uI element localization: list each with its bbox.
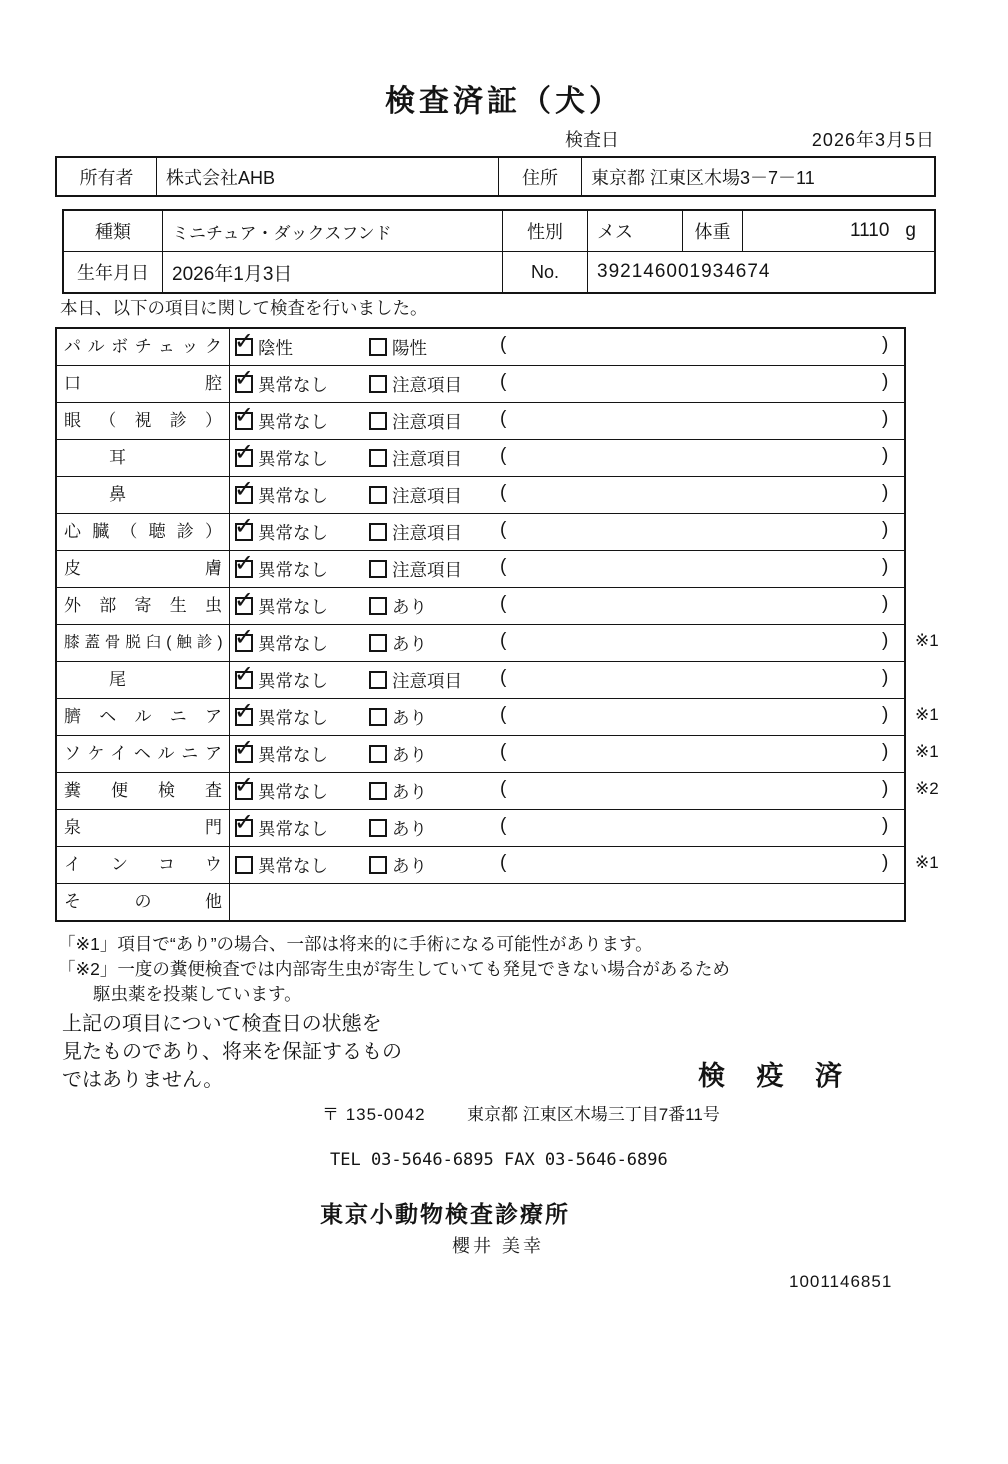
checkbox-icon xyxy=(369,708,387,726)
paren-close: ) xyxy=(882,556,889,577)
checkbox-icon xyxy=(369,338,387,356)
checkbox-icon xyxy=(369,560,387,578)
owner-label: 所有者 xyxy=(79,167,134,188)
checklist-row-heart xyxy=(57,513,904,550)
option-normal: ✓ 異常なし xyxy=(235,810,328,846)
paren-open: ( xyxy=(500,778,507,799)
checklist-row-ears xyxy=(57,439,904,476)
inspection-date-value: 2026年3月5日 xyxy=(811,130,935,150)
option-caution: 注意項目 xyxy=(369,477,462,513)
owner-value: 株式会社AHB xyxy=(156,158,498,195)
paren-close: ) xyxy=(882,704,889,725)
checkbox-icon xyxy=(235,338,253,356)
option-normal: ✓ 異常なし xyxy=(235,736,328,772)
tel-fax: TEL 03-5646-6895 FAX 03-5646-6896 xyxy=(330,1150,668,1170)
row-note-mark: ※1 xyxy=(915,705,939,724)
checkbox-icon xyxy=(235,523,253,541)
clinic-address: 東京都 江東区木場三丁目7番11号 xyxy=(467,1105,720,1124)
option-present: あり xyxy=(369,810,427,846)
footnote-2-continued: 駆虫薬を投薬しています。 xyxy=(93,984,302,1004)
animal-info-table xyxy=(62,209,936,294)
serial-number: 1001146851 xyxy=(789,1272,893,1291)
checklist-item-label: インコウ xyxy=(57,847,230,883)
checkbox-icon xyxy=(235,671,253,689)
checkbox-icon xyxy=(369,745,387,763)
paren-close: ) xyxy=(882,519,889,540)
weight-unit: g xyxy=(905,220,916,241)
info-row-1 xyxy=(64,211,934,251)
option-normal: ✓ 異常なし xyxy=(235,514,328,550)
checklist-item-label: 耳 xyxy=(57,440,230,476)
checkbox-icon xyxy=(235,449,253,467)
option-present: あり xyxy=(369,847,427,883)
paren-open: ( xyxy=(500,334,507,355)
checklist-item-label: 口腔 xyxy=(57,366,230,402)
checklist-item-label: その他 xyxy=(57,884,230,920)
option-normal: 異常なし xyxy=(235,847,328,883)
checklist-item-label: 泉門 xyxy=(57,810,230,846)
option-present: あり xyxy=(369,736,427,772)
paren-close: ) xyxy=(882,815,889,836)
option-normal: ✓ 異常なし xyxy=(235,551,328,587)
paren-open: ( xyxy=(500,445,507,466)
paren-close: ) xyxy=(882,741,889,762)
option-present: あり xyxy=(369,699,427,735)
checklist-table xyxy=(55,327,939,922)
checkbox-icon xyxy=(235,782,253,800)
intro-text: 本日、以下の項目に関して検査を行いました。 xyxy=(60,298,428,318)
checkbox-icon xyxy=(235,708,253,726)
footnote-2: 「※2」一度の糞便検査では内部寄生虫が寄生していても発見できない場合があるため xyxy=(58,959,730,979)
weight-value: 1110 xyxy=(849,220,890,241)
no-value: 392146001934674 xyxy=(587,252,934,292)
breed-value: ミニチュア・ダックスフンド xyxy=(162,211,502,251)
checkbox-icon xyxy=(235,597,253,615)
no-label: No. xyxy=(502,252,587,292)
option-positive: 陽性 xyxy=(369,329,427,365)
owner-table xyxy=(55,156,936,197)
option-normal: ✓ 異常なし xyxy=(235,440,328,476)
option-normal: ✓ 異常なし xyxy=(235,477,328,513)
checkbox-icon xyxy=(235,375,253,393)
option-caution: 注意項目 xyxy=(369,551,462,587)
checklist-item-label: 糞便検査 xyxy=(57,773,230,809)
checkbox-icon xyxy=(235,486,253,504)
paren-open: ( xyxy=(500,815,507,836)
checkbox-icon xyxy=(369,597,387,615)
breed-label: 種類 xyxy=(95,222,131,242)
checklist-row-ectoparasite xyxy=(57,587,904,624)
checklist-row-parvo xyxy=(57,329,904,365)
footnotes xyxy=(58,932,730,1007)
checkbox-icon xyxy=(369,523,387,541)
row-note-mark: ※1 xyxy=(915,631,939,650)
checklist-row-other xyxy=(57,883,904,920)
owner-row xyxy=(57,158,934,195)
option-normal: ✓ 異常なし xyxy=(235,699,328,735)
paren-close: ) xyxy=(882,371,889,392)
checklist-row-nose xyxy=(57,476,904,513)
birthdate-label: 生年月日 xyxy=(77,263,149,283)
paren-close: ) xyxy=(882,667,889,688)
paren-close: ) xyxy=(882,630,889,651)
option-present: あり xyxy=(369,625,427,661)
inspection-date-label: 検査日 xyxy=(565,130,619,150)
option-caution: 注意項目 xyxy=(369,440,462,476)
checkbox-icon xyxy=(235,819,253,837)
checkbox-icon xyxy=(369,671,387,689)
paren-open: ( xyxy=(500,667,507,688)
paren-close: ) xyxy=(882,334,889,355)
option-caution: 注意項目 xyxy=(369,514,462,550)
option-caution: 注意項目 xyxy=(369,403,462,439)
paren-open: ( xyxy=(500,593,507,614)
checklist-row-inkou xyxy=(57,846,939,883)
checkbox-icon xyxy=(369,375,387,393)
option-present: あり xyxy=(369,773,427,809)
checklist-item-label: 臍ヘルニア xyxy=(57,699,230,735)
checklist-row-fontanelle xyxy=(57,809,904,846)
address-value: 東京都 江東区木場3－7－11 xyxy=(581,158,934,195)
checklist-item-label: 外部寄生虫 xyxy=(57,588,230,624)
checkbox-icon xyxy=(369,449,387,467)
checklist-item-label: 心臓（聴診） xyxy=(57,514,230,550)
checkbox-icon xyxy=(235,856,253,874)
option-normal: ✓ 異常なし xyxy=(235,773,328,809)
checkbox-icon xyxy=(369,819,387,837)
footnote-1: 「※1」項目で“あり”の場合、一部は将来的に手術になる可能性があります。 xyxy=(58,934,653,954)
option-caution: 注意項目 xyxy=(369,662,462,698)
paren-open: ( xyxy=(500,371,507,392)
checklist-item-label: 尾 xyxy=(57,662,230,698)
checkbox-icon xyxy=(369,856,387,874)
clinic-name: 東京小動物検査診療所 xyxy=(320,1201,570,1227)
paren-close: ) xyxy=(882,408,889,429)
birthdate-value: 2026年1月3日 xyxy=(162,252,502,292)
checklist-row-inguinal-hernia xyxy=(57,735,939,772)
checklist-row-fecal-exam xyxy=(57,772,939,809)
row-note-mark: ※1 xyxy=(915,853,939,872)
option-normal: ✓ 異常なし xyxy=(235,588,328,624)
weight-value-cell xyxy=(742,211,934,251)
checklist-item-label: 眼（視診） xyxy=(57,403,230,439)
option-normal: ✓ 異常なし xyxy=(235,625,328,661)
checklist-row-tail xyxy=(57,661,904,698)
empty-cell xyxy=(230,884,904,920)
row-note-mark: ※2 xyxy=(915,779,939,798)
quarantine-stamp: 検 疫 済 xyxy=(698,1061,855,1091)
option-caution: 注意項目 xyxy=(369,366,462,402)
veterinarian-name: 櫻井 美幸 xyxy=(452,1236,545,1256)
option-normal: ✓ 異常なし xyxy=(235,662,328,698)
paren-open: ( xyxy=(500,852,507,873)
paren-close: ) xyxy=(882,852,889,873)
paren-open: ( xyxy=(500,630,507,651)
paren-open: ( xyxy=(500,482,507,503)
checkbox-icon xyxy=(369,412,387,430)
row-note-mark: ※1 xyxy=(915,742,939,761)
option-normal: ✓ 異常なし xyxy=(235,366,328,402)
checklist-row-mouth xyxy=(57,365,904,402)
paren-open: ( xyxy=(500,408,507,429)
paren-close: ) xyxy=(882,482,889,503)
disclaimer-text: 上記の項目について検査日の状態を 見たものであり、将来を保証するもの ではありません。 xyxy=(62,1013,402,1091)
checklist-item-label: パルボチェック xyxy=(57,329,230,365)
checkbox-icon xyxy=(235,560,253,578)
option-negative: ✓ 陰性 xyxy=(235,329,293,365)
checklist-item-label: ソケイヘルニア xyxy=(57,736,230,772)
checklist-row-skin xyxy=(57,550,904,587)
checklist-row-patella xyxy=(57,624,939,661)
checklist-row-eyes xyxy=(57,402,904,439)
checkbox-icon xyxy=(235,745,253,763)
checklist-item-label: 鼻 xyxy=(57,477,230,513)
option-present: あり xyxy=(369,588,427,624)
checkbox-icon xyxy=(369,634,387,652)
paren-close: ) xyxy=(882,593,889,614)
checkbox-icon xyxy=(369,486,387,504)
paren-close: ) xyxy=(882,445,889,466)
option-normal: ✓ 異常なし xyxy=(235,403,328,439)
checklist-item-label: 皮膚 xyxy=(57,551,230,587)
info-row-2 xyxy=(64,251,934,292)
paren-open: ( xyxy=(500,704,507,725)
address-label: 住所 xyxy=(498,158,581,195)
postal-code: 〒 135-0042 xyxy=(322,1105,426,1124)
paren-close: ) xyxy=(882,778,889,799)
checklist-item-label: 膝蓋骨脱臼(触診) xyxy=(57,625,230,661)
weight-label: 体重 xyxy=(682,211,742,251)
checkbox-icon xyxy=(235,412,253,430)
checkbox-icon xyxy=(235,634,253,652)
checklist-row-umbilical-hernia xyxy=(57,698,939,735)
sex-value: メス xyxy=(587,211,682,251)
checkbox-icon xyxy=(369,782,387,800)
paren-open: ( xyxy=(500,741,507,762)
paren-open: ( xyxy=(500,519,507,540)
paren-open: ( xyxy=(500,556,507,577)
sex-label: 性別 xyxy=(502,211,587,251)
document-title: 検査済証（犬） xyxy=(385,85,623,118)
